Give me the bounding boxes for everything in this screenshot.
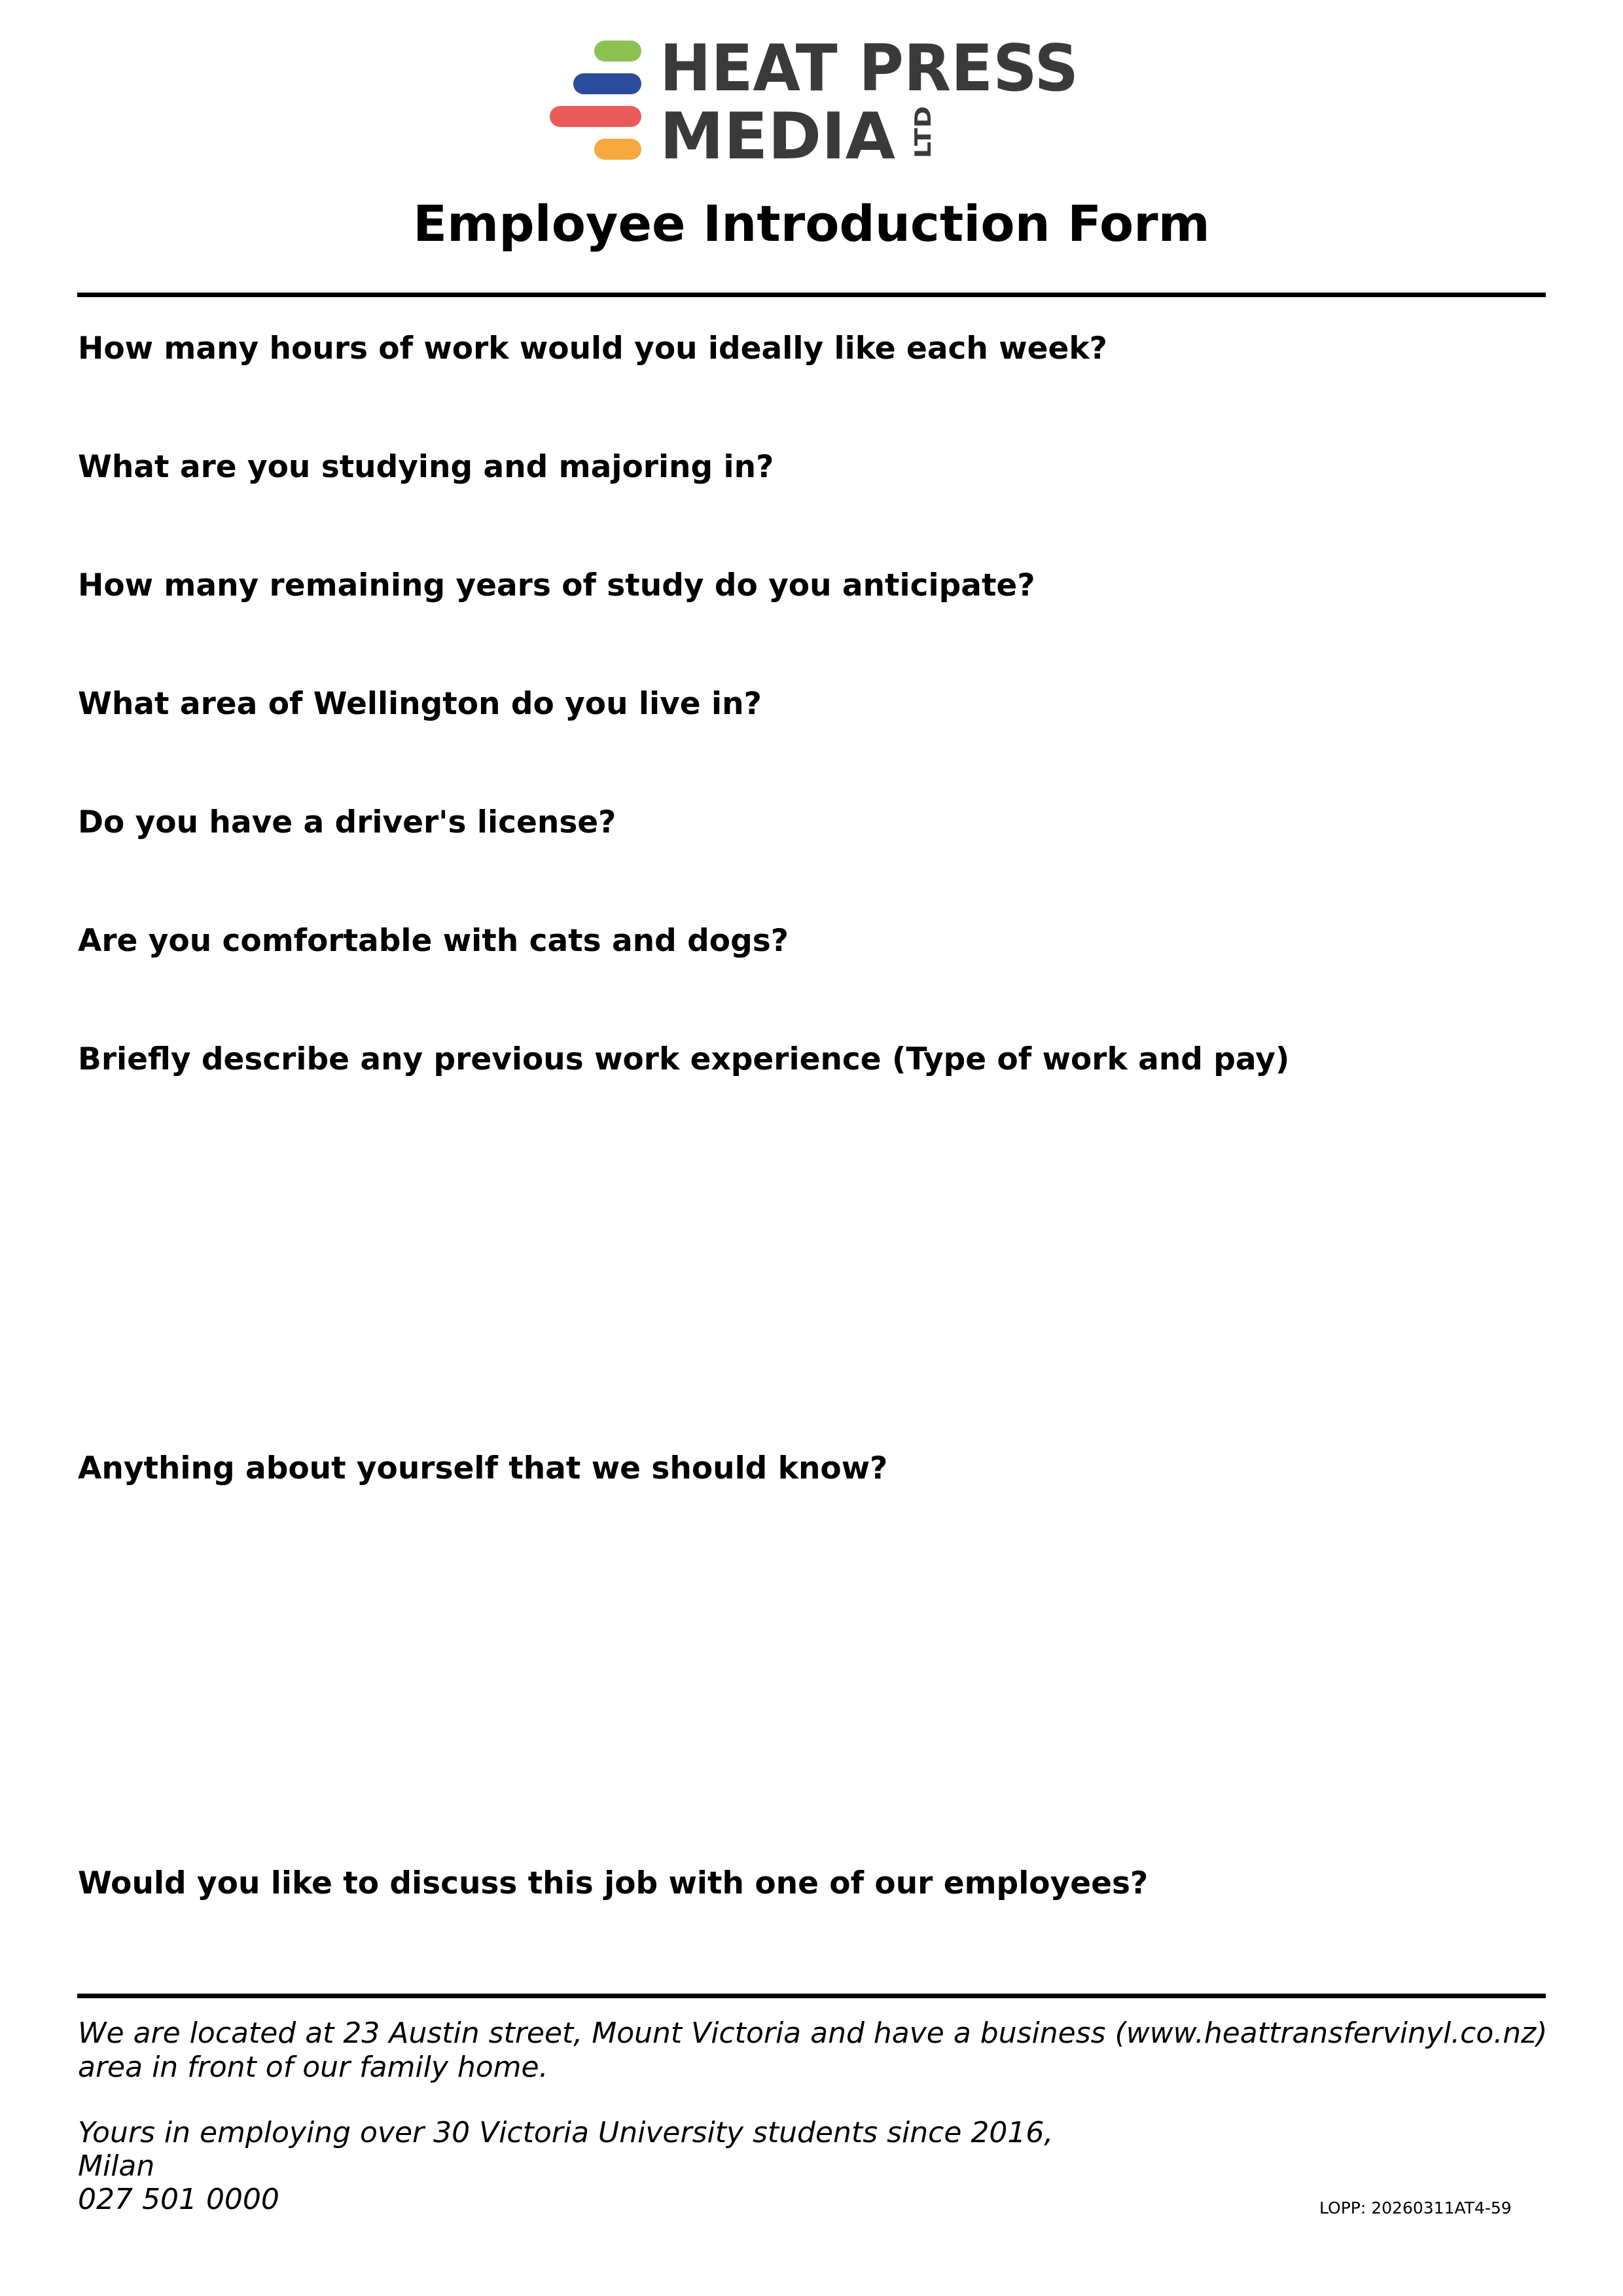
footer-phone: 027 501 0000 (78, 2183, 279, 2216)
question-about-yourself: Anything about yourself that we should know? (78, 1450, 888, 1486)
footer-signoff: Yours in employing over 30 Victoria University students since 2016, (78, 2116, 1054, 2149)
logo-wordmark-suffix: LTD (910, 114, 936, 158)
logo-bar-blue (573, 73, 641, 94)
question-drivers-license: Do you have a driver's license? (78, 804, 616, 840)
logo-bar-green (594, 41, 641, 62)
question-work-experience: Briefly describe any previous work experience (Type of work and pay) (78, 1041, 1290, 1077)
company-logo (544, 20, 1094, 169)
logo-wordmark-line2: MEDIA (660, 99, 896, 169)
header-divider (77, 293, 1546, 297)
logo-graphic (544, 20, 1094, 169)
form-title: Employee Introduction Form (413, 194, 1210, 253)
question-discuss-job: Would you like to discuss this job with one of our employees? (78, 1865, 1149, 1901)
footer-location-line2: area in front of our family home. (78, 2051, 548, 2084)
question-weekly-hours: How many hours of work would you ideally like each week? (78, 331, 1107, 367)
logo-bar-red (550, 106, 641, 127)
question-study-major: What are you studying and majoring in? (78, 449, 774, 485)
question-living-area: What area of Wellington do you live in? (78, 686, 762, 722)
document-reference: LOPP: 20260311AT4-59 (1319, 2198, 1512, 2217)
footer-signature-name: Milan (78, 2149, 155, 2183)
logo-bar-orange (594, 139, 641, 160)
question-cats-dogs: Are you comfortable with cats and dogs? (78, 923, 789, 959)
question-remaining-years: How many remaining years of study do you anticipate? (78, 567, 1035, 603)
footer-location-line1: We are located at 23 Austin street, Mount Victoria and have a business (www.heattransfervinyl.co.nz) (78, 2017, 1548, 2050)
footer-divider (77, 1994, 1546, 1998)
logo-wordmark-line1: HEAT PRESS (660, 31, 1079, 106)
